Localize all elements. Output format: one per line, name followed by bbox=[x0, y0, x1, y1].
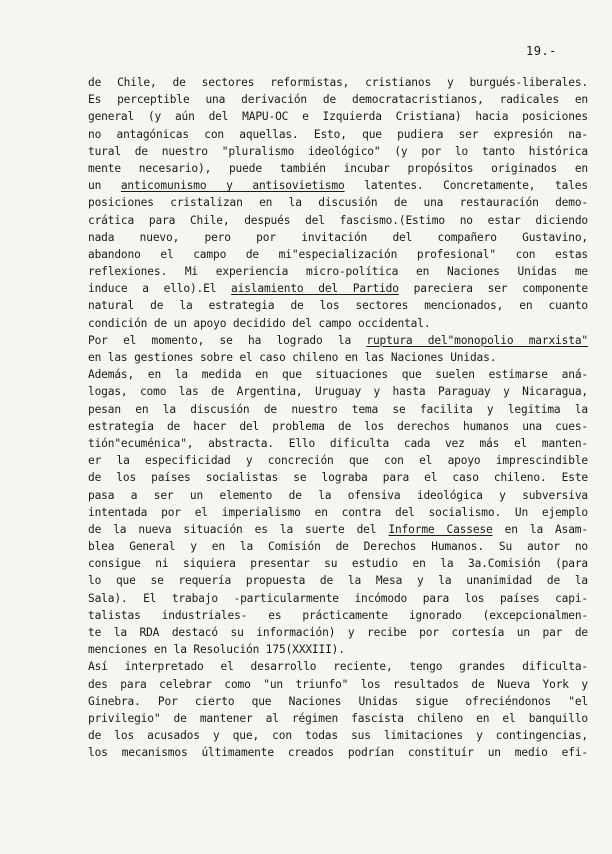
text-segment: privilegio" de mantener al régimen fascista chileno en el banquillo bbox=[88, 711, 588, 725]
text-segment: Ginebra. Por cierto que Naciones Unidas sigue ofreciéndonos "el bbox=[88, 694, 588, 708]
text-line bbox=[88, 108, 588, 125]
text-segment: nada nuevo, pero por invitación del compañero Gustavino, bbox=[88, 230, 588, 244]
text-line bbox=[88, 212, 588, 229]
text-segment: de la nueva situación es la suerte del bbox=[88, 522, 389, 536]
text-line bbox=[88, 280, 588, 297]
text-line bbox=[88, 74, 588, 91]
text-line bbox=[88, 572, 588, 589]
text-segment: induce a ello).El bbox=[88, 282, 232, 296]
text-segment: los mecanismos últimamente creados podrían constituír un medio efi- bbox=[88, 746, 588, 760]
text-line bbox=[88, 487, 588, 504]
text-segment: general (y aún del MAPU-OC e Izquierda Cristiana) hacia posiciones bbox=[88, 110, 588, 124]
text-segment: de los países socialistas se lograba para el caso chileno. Este bbox=[88, 471, 588, 485]
text-line bbox=[88, 658, 588, 675]
text-line bbox=[88, 143, 588, 160]
underlined-phrase: aislamiento del Partido bbox=[231, 282, 399, 296]
text-segment: er la especificidad y concreción que con el apoyo imprescindible bbox=[88, 454, 588, 468]
underlined-phrase: anticomunismo y antisovietismo bbox=[120, 179, 345, 193]
text-line bbox=[88, 332, 588, 349]
text-segment: mente necesario), puede también incubar propósitos originados en bbox=[88, 161, 588, 175]
text-segment: talistas industriales- es prácticamente ignorado (excepcionalmen- bbox=[88, 608, 588, 622]
text-segment: logas, como las de Argentina, Uruguay y hasta Paraguay y Nicaragua, bbox=[88, 385, 588, 399]
text-line bbox=[88, 727, 588, 744]
text-line bbox=[88, 297, 588, 314]
text-line bbox=[88, 126, 588, 143]
text-segment: Además, en la medida en que situaciones que suelen estimarse aná- bbox=[88, 368, 588, 382]
text-segment: latentes. Concretamente, tales bbox=[344, 179, 588, 193]
text-line bbox=[88, 538, 588, 555]
text-line bbox=[88, 555, 588, 572]
text-segment: reflexiones. Mi experiencia micro-política en Naciones Unidas me bbox=[88, 265, 588, 279]
body-text bbox=[88, 74, 588, 762]
text-segment: posiciones cristalizan en la discusión de una restauración demo- bbox=[88, 196, 588, 210]
text-segment: Por el momento, se ha logrado la bbox=[88, 333, 367, 347]
page-number: 19.- bbox=[526, 44, 557, 58]
text-segment: des para celebrar como "un triunfo" los resultados de Nueva York y bbox=[88, 677, 588, 691]
text-line bbox=[88, 469, 588, 486]
text-line bbox=[88, 435, 588, 452]
text-line bbox=[88, 229, 588, 246]
text-line bbox=[88, 624, 588, 641]
text-segment: no antagónicas con aquellas. Esto, que pudiera ser expresión na- bbox=[88, 127, 588, 141]
text-segment: pesan en la discusión de nuestro tema se facilita y legitima la bbox=[88, 402, 588, 416]
text-line bbox=[88, 263, 588, 280]
text-line bbox=[88, 91, 588, 108]
text-line bbox=[88, 710, 588, 727]
text-segment: intentada por el imperialismo en contra del socialismo. Un ejemplo bbox=[88, 505, 588, 519]
text-line bbox=[88, 315, 588, 332]
text-segment: Es perceptible una derivación de democratacristianos, radicales en bbox=[88, 93, 588, 107]
text-line bbox=[88, 504, 588, 521]
text-line bbox=[88, 401, 588, 418]
text-line bbox=[88, 366, 588, 383]
text-segment: en la Asam- bbox=[492, 522, 588, 536]
underlined-phrase: Informe Cassese bbox=[388, 522, 493, 536]
text-segment: tión"ecuménica", abstracta. Ello dificulta cada vez más el manten- bbox=[88, 436, 588, 450]
text-segment: en las gestiones sobre el caso chileno en las Naciones Unidas. bbox=[88, 351, 497, 364]
text-segment: Sala). El trabajo -particularmente incómodo para los países capi- bbox=[88, 591, 588, 605]
text-line bbox=[88, 418, 588, 435]
text-segment: pareciera ser componente bbox=[398, 282, 588, 296]
text-line bbox=[88, 744, 588, 761]
text-segment: un bbox=[88, 179, 121, 193]
text-segment: consigue ni siquiera presentar su estudio en la 3a.Comisión (para bbox=[88, 557, 588, 571]
text-line bbox=[88, 246, 588, 263]
text-segment: lo que se requería propuesta de la Mesa y la unanimidad de la bbox=[88, 574, 588, 588]
text-segment: Así interpretado el desarrollo reciente, tengo grandes dificulta- bbox=[88, 660, 588, 674]
text-segment: de los acusados y que, con todas sus limitaciones y contingencias, bbox=[88, 729, 588, 743]
text-segment: estrategia de hacer del problema de los derechos humanos una cues- bbox=[88, 419, 588, 433]
text-segment: pasa a ser un elemento de la ofensiva ideológica y subversiva bbox=[88, 488, 588, 502]
text-line bbox=[88, 607, 588, 624]
text-line bbox=[88, 160, 588, 177]
text-line bbox=[88, 590, 588, 607]
text-line bbox=[88, 521, 588, 538]
text-line bbox=[88, 349, 588, 366]
text-segment: natural de la estrategia de los sectores mencionados, en cuanto bbox=[88, 299, 588, 313]
text-segment: te la RDA destacó su información) y recibe por cortesía un par de bbox=[88, 626, 588, 639]
text-segment: crática para Chile, después del fascismo.(Estimo no estar diciendo bbox=[88, 213, 588, 227]
text-segment: menciones en la Resolución 175(XXXIII). bbox=[88, 643, 345, 657]
text-line bbox=[88, 194, 588, 211]
text-segment: tural de nuestro "pluralismo ideológico" (y por lo tanto histórica bbox=[88, 144, 588, 158]
text-segment: condición de un apoyo decidido del campo occidental. bbox=[88, 316, 431, 330]
text-segment: de Chile, de sectores reformistas, cristianos y burgués-liberales. bbox=[88, 76, 588, 89]
text-segment: blea General y en la Comisión de Derechos Humanos. Su autor no bbox=[88, 540, 588, 554]
text-line bbox=[88, 641, 588, 658]
text-line bbox=[88, 676, 588, 693]
underlined-phrase: ruptura del"monopolio marxista" bbox=[366, 333, 588, 347]
text-segment: abandono el campo de mi"especialización profesional" con estas bbox=[88, 247, 588, 261]
text-line bbox=[88, 693, 588, 710]
text-line bbox=[88, 383, 588, 400]
text-line bbox=[88, 452, 588, 469]
text-line bbox=[88, 177, 588, 194]
